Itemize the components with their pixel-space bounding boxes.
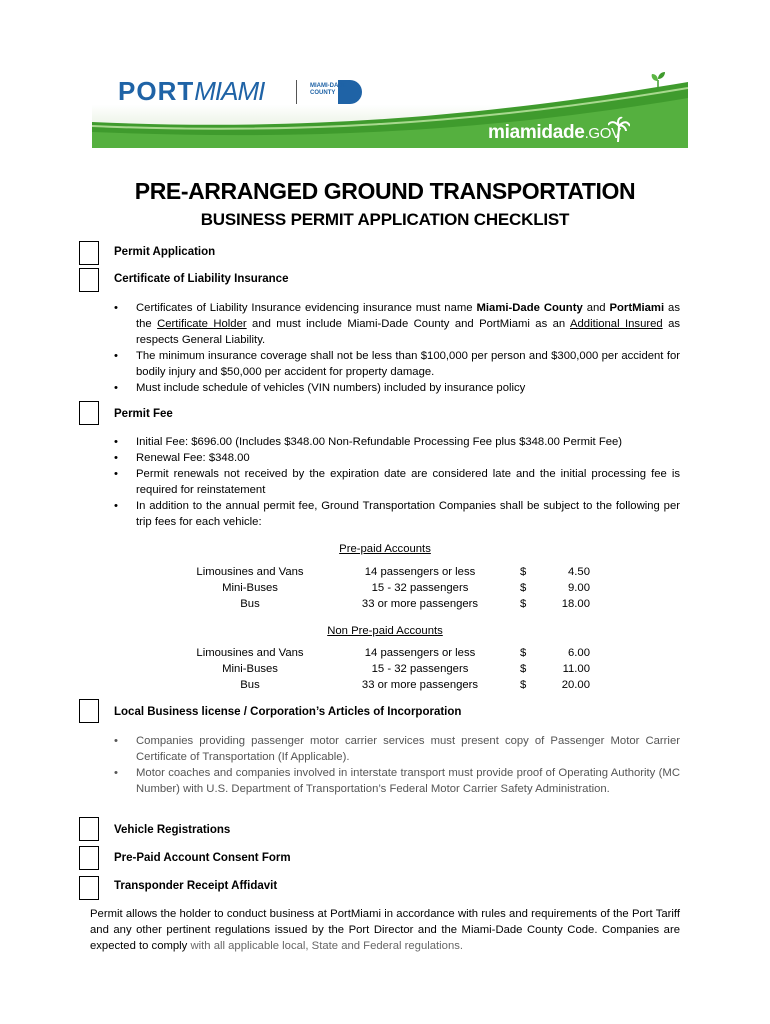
checkbox-permit-application[interactable] <box>79 241 99 265</box>
vehicle-type: Bus <box>240 598 260 610</box>
fee-amount: 4.50 <box>568 566 590 578</box>
list-item: • The minimum insurance coverage shall not be less than $100,000 per person and $300,000 per accident for bodily injury and $50,000 per accident for property damage. <box>114 348 680 380</box>
page-title: PRE-ARRANGED GROUND TRANSPORTATION <box>134 178 636 204</box>
item-permit-application: Permit Application <box>114 246 216 258</box>
palm-tree-icon <box>608 116 630 142</box>
table-row <box>0 679 770 695</box>
table-row <box>0 598 770 614</box>
list-item: • Permit renewals not received by the expiration date are considered late and the initial processing fee is required for reinstatement <box>114 466 680 498</box>
logo-separator <box>296 80 297 104</box>
prepaid-table-title: Pre-paid Accounts <box>339 543 431 555</box>
list-item: • In addition to the annual permit fee, Ground Transportation Companies shall be subject to the following per trip fees for each vehicle: <box>114 498 680 530</box>
currency-symbol: $ <box>520 647 527 659</box>
fee-bullet-list <box>114 434 680 530</box>
item-consent-form: Pre-Paid Account Consent Form <box>114 852 291 864</box>
item-transponder-affidavit: Transponder Receipt Affidavit <box>114 880 278 892</box>
table-row <box>0 647 770 663</box>
list-item: • Initial Fee: $696.00 (Includes $348.00 Non-Refundable Processing Fee plus $348.00 Permit Fee) <box>114 434 680 450</box>
item-permit-fee: Permit Fee <box>114 408 173 420</box>
nonprepaid-table-title: Non Pre-paid Accounts <box>327 625 443 637</box>
checkbox-consent-form[interactable] <box>79 846 99 870</box>
checkbox-permit-fee[interactable] <box>79 401 99 425</box>
passenger-range: 15 - 32 passengers <box>371 663 469 675</box>
table-row <box>0 566 770 582</box>
passenger-range: 14 passengers or less <box>364 566 476 578</box>
list-item: • Motor coaches and companies involved in interstate transport must provide proof of Operating Authority (MC Number) with U.S. Department of Transportation’s Federal Motor Carrier Safety Administration. <box>114 765 680 797</box>
insurance-bullet-list <box>114 300 680 396</box>
currency-symbol: $ <box>520 663 527 675</box>
passenger-range: 33 or more passengers <box>361 679 479 691</box>
currency-symbol: $ <box>520 582 527 594</box>
license-bullet-list <box>114 733 680 797</box>
sprout-icon <box>650 72 666 90</box>
checkbox-business-license[interactable] <box>79 699 99 723</box>
fee-amount: 9.00 <box>568 582 590 594</box>
item-business-license: Local Business license / Corporation’s Articles of Incorporation <box>114 706 462 718</box>
currency-symbol: $ <box>520 679 527 691</box>
checkbox-liability-insurance[interactable] <box>79 268 99 292</box>
miami-dade-county-logo[interactable] <box>308 80 356 104</box>
fee-amount: 11.00 <box>562 663 590 675</box>
table-row <box>0 582 770 598</box>
fee-amount: 18.00 <box>561 598 590 610</box>
list-item: • Certificates of Liability Insurance evidencing insurance must name Miami-Dade County and PortMiami as the Certificate Holder and must include Miami-Dade County and PortMiami as an Additional Insured as respects General Liability. <box>114 300 680 348</box>
passenger-range: 15 - 32 passengers <box>371 582 469 594</box>
list-item: • Must include schedule of vehicles (VIN numbers) included by insurance policy <box>114 380 680 396</box>
miamidade-gov-logo[interactable]: miamidade.GOV <box>488 122 621 143</box>
list-item: • Companies providing passenger motor carrier services must present copy of Passenger Motor Carrier Certificate of Transportation (If Applicable). <box>114 733 680 765</box>
item-liability-insurance: Certificate of Liability Insurance <box>114 273 289 285</box>
page-subtitle: BUSINESS PERMIT APPLICATION CHECKLIST <box>200 210 570 229</box>
county-logo-text: MIAMI-DADE COUNTY <box>310 83 347 96</box>
vehicle-type: Limousines and Vans <box>196 566 304 578</box>
checkbox-vehicle-registrations[interactable] <box>79 817 99 841</box>
currency-symbol: $ <box>520 566 527 578</box>
list-item: • Renewal Fee: $348.00 <box>114 450 680 466</box>
passenger-range: 14 passengers or less <box>364 647 476 659</box>
checkbox-transponder-affidavit[interactable] <box>79 876 99 900</box>
table-row <box>0 663 770 679</box>
fee-amount: 6.00 <box>568 647 590 659</box>
vehicle-type: Bus <box>240 679 260 691</box>
currency-symbol: $ <box>520 598 527 610</box>
footer-paragraph: Permit allows the holder to conduct business at PortMiami in accordance with rules and requirements of the Port Tariff and any other pertinent regulations issued by the Port Director and the Miami-Dade County Code. Companies are expected to comply with all applicable local, State and Federal regulations. <box>90 908 680 952</box>
vehicle-type: Mini-Buses <box>222 582 278 594</box>
portmiami-logo[interactable]: PORTMIAMI <box>118 76 265 106</box>
vehicle-type: Limousines and Vans <box>196 647 304 659</box>
vehicle-type: Mini-Buses <box>222 663 278 675</box>
item-vehicle-registrations: Vehicle Registrations <box>114 824 231 836</box>
passenger-range: 33 or more passengers <box>361 598 479 610</box>
fee-amount: 20.00 <box>561 679 590 691</box>
